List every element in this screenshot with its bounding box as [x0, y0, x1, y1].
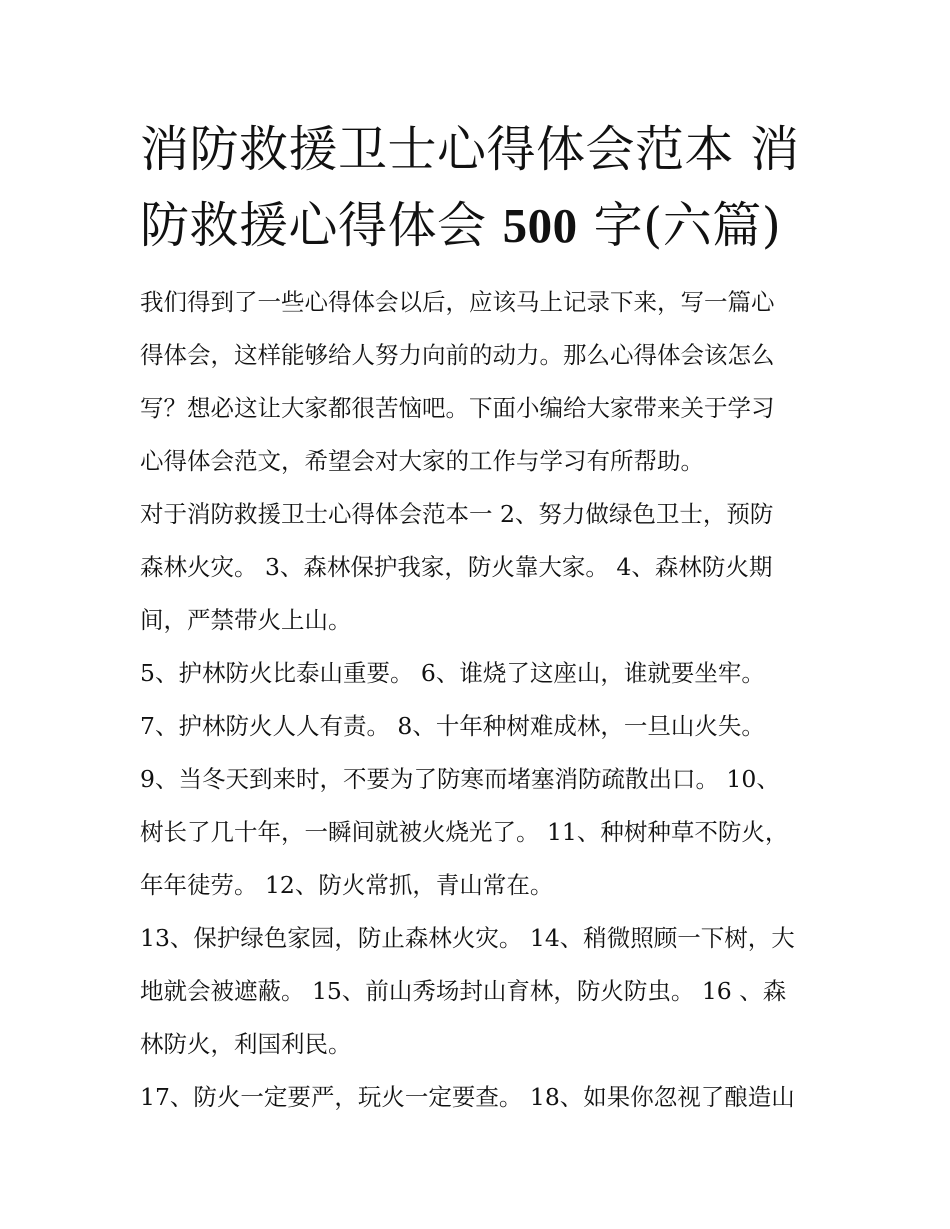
intro-paragraph	[140, 276, 812, 488]
slogan-paragraph	[140, 488, 812, 647]
title-line: 消防救援卫士心得体会范本 消	[140, 121, 800, 178]
document-title	[140, 112, 812, 264]
title-number: 500	[502, 198, 578, 253]
text-line: 17、防火一定要严，玩火一定要查。 18、如果你忽视了酿造山	[140, 1083, 795, 1111]
text-line: 间，严禁带火上山。	[140, 606, 352, 634]
slogan-paragraph	[140, 912, 812, 1071]
document-content	[140, 112, 812, 1124]
text-line: 森林火灾。 3、森林保护我家，防火靠大家。 4、森林防火期	[140, 553, 773, 581]
text-line: 林防火，利国利民。	[140, 1030, 352, 1058]
text-line: 心得体会范文，希望会对大家的工作与学习有所帮助。	[140, 447, 704, 475]
text-line: 写？想必这让大家都很苦恼吧。下面小编给大家带来关于学习	[140, 394, 775, 422]
text-line: 7、护林防火人人有责。 8、十年种树难成林，一旦山火失。	[140, 712, 765, 740]
title-line	[140, 188, 812, 264]
slogan-paragraph	[140, 647, 812, 700]
slogan-paragraph	[140, 1071, 812, 1124]
text-line: 年年徒劳。 12、防火常抓，青山常在。	[140, 871, 554, 899]
slogan-paragraph	[140, 753, 812, 912]
text-line: 得体会，这样能够给人努力向前的动力。那么心得体会该怎么	[140, 341, 775, 369]
text-line: 对于消防救援卫士心得体会范本一 2、努力做绿色卫士，预防	[140, 500, 774, 528]
document-body	[140, 276, 812, 1124]
text-line: 树长了几十年，一瞬间就被火烧光了。 11、种树种草不防火，	[140, 818, 789, 846]
text-line: 13、保护绿色家园，防止森林火灾。 14、稍微照顾一下树，大	[140, 924, 795, 952]
text-line: 地就会被遮蔽。 15、前山秀场封山育林，防火防虫。 16 、森	[140, 977, 787, 1005]
title-text: 字(六篇)	[577, 197, 782, 254]
text-line: 我们得到了一些心得体会以后，应该马上记录下来，写一篇心	[140, 288, 775, 316]
slogan-paragraph	[140, 700, 812, 753]
title-text: 防救援心得体会	[140, 197, 503, 254]
text-line: 9、当冬天到来时，不要为了防寒而堵塞消防疏散出口。 10、	[140, 765, 780, 793]
text-line: 5、护林防火比泰山重要。 6、谁烧了这座山，谁就要坐牢。	[140, 659, 765, 687]
